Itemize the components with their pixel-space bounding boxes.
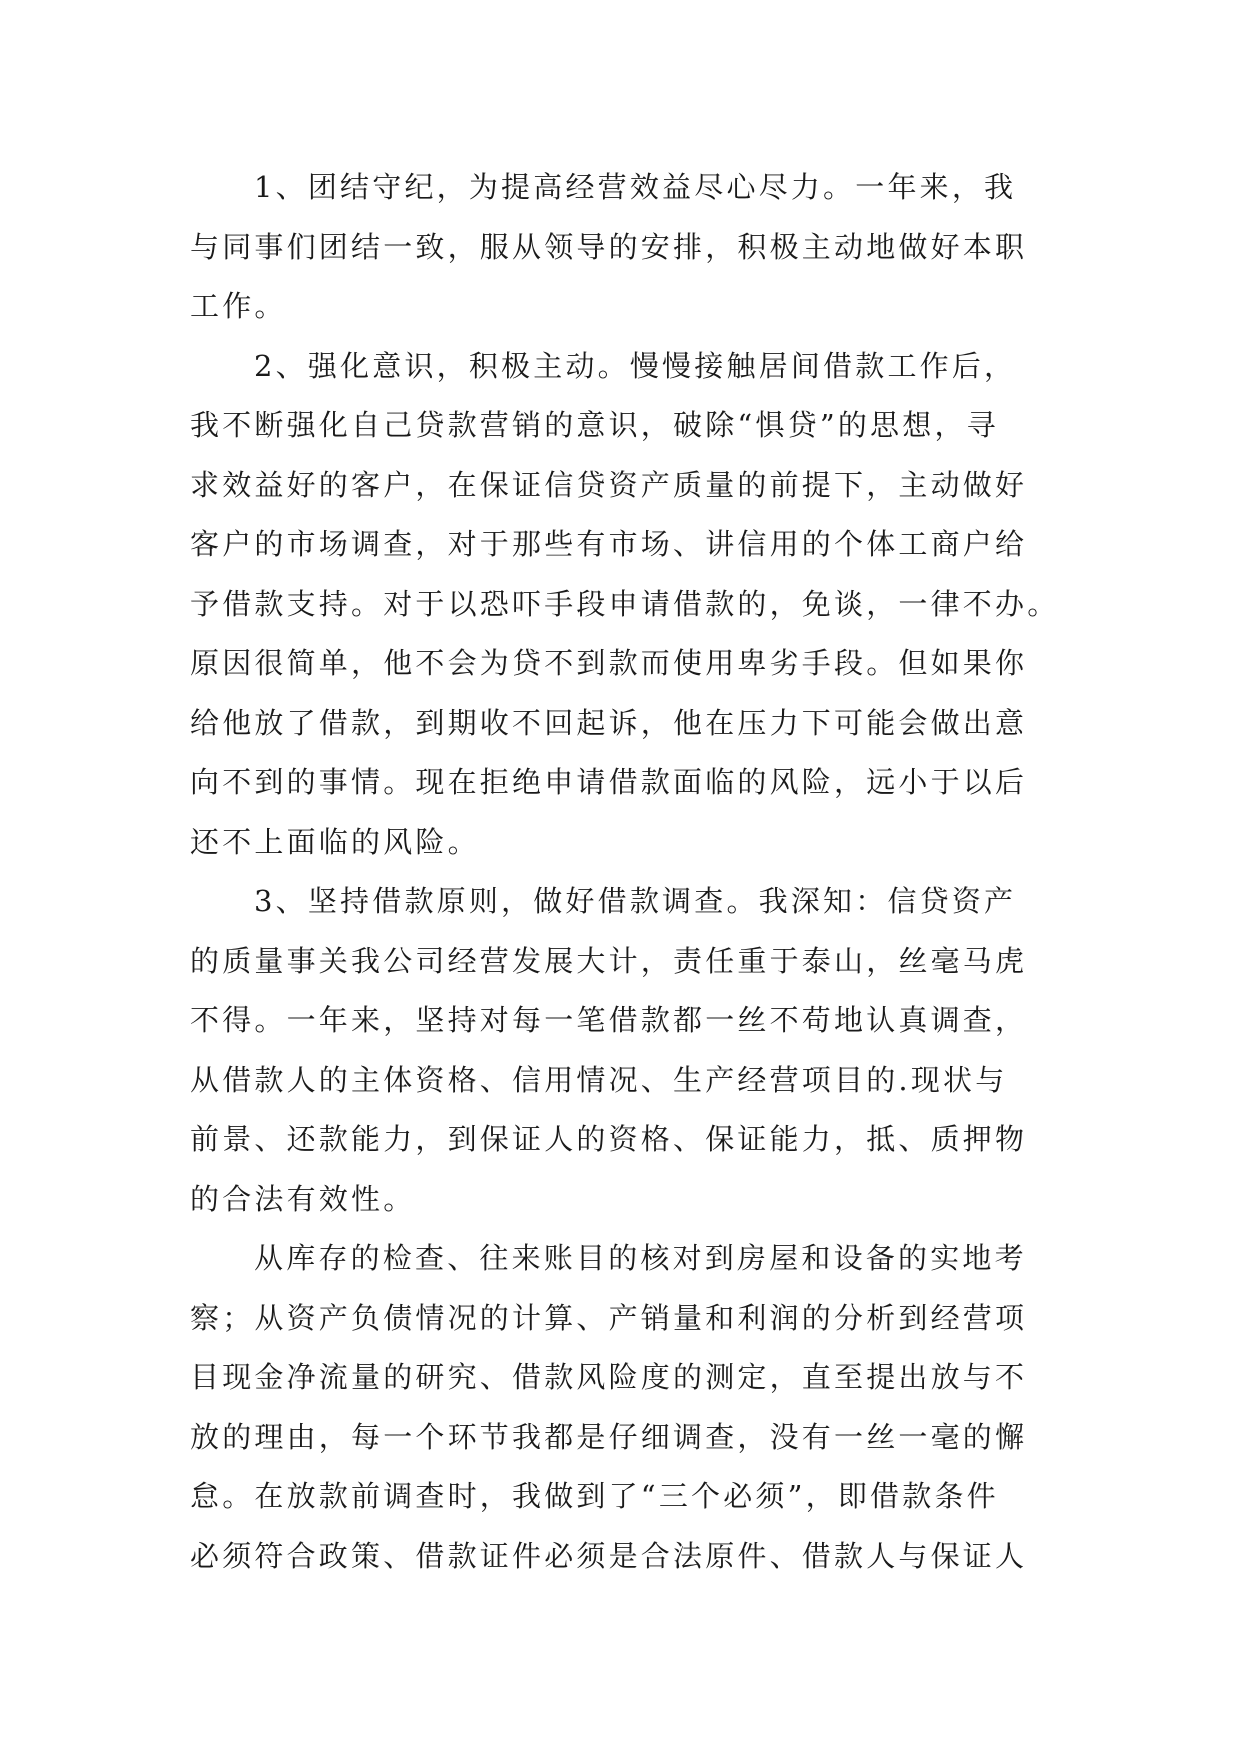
- text-line: 予借款支持。对于以恐吓手段申请借款的，免谈，一律不办。: [190, 586, 1060, 621]
- text-line: 前景、还款能力，到保证人的资格、保证能力，抵、质押物: [190, 1122, 1028, 1156]
- text-line: 放的理由，每一个环节我都是仔细调查，没有一丝一毫的懈: [190, 1419, 1028, 1454]
- text-line: 不得。一年来，坚持对每一笔借款都一丝不苟地认真调查，: [190, 1003, 1028, 1037]
- paragraph-4: [190, 1229, 1050, 1586]
- text-line: 我不断强化自己贷款营销的意识，破除“惧贷”的思想，寻: [190, 408, 999, 442]
- text-line: 从库存的检查、往来账目的核对到房屋和设备的实地考: [254, 1241, 1027, 1275]
- text-line: 察；从资产负债情况的计算、产销量和利润的分析到经营项: [190, 1300, 1028, 1335]
- text-line: 客户的市场调查，对于那些有市场、讲信用的个体工商户给: [190, 527, 1028, 561]
- text-line: 与同事们团结一致，服从领导的安排，积极主动地做好本职: [190, 229, 1028, 264]
- document-body: [190, 158, 1060, 1586]
- text-line: 求效益好的客户，在保证信贷资产质量的前提下，主动做好: [190, 467, 1028, 502]
- text-line: 1、团结守纪，为提高经营效益尽心尽力。一年来，我: [254, 170, 1017, 204]
- text-line: 怠。在放款前调查时，我做到了“三个必须”，即借款条件: [190, 1479, 999, 1513]
- text-line: 目现金净流量的研究、借款风险度的测定，直至提出放与不: [190, 1360, 1028, 1394]
- text-line: 工作。: [190, 289, 287, 323]
- paragraph-1: [190, 158, 1050, 337]
- text-line: 2、强化意识，积极主动。慢慢接触居间借款工作后，: [254, 348, 1017, 383]
- text-line: 给他放了借款，到期收不回起诉，他在压力下可能会做出意: [190, 705, 1028, 740]
- text-line: 的合法有效性。: [190, 1181, 416, 1216]
- text-line: 原因很简单，他不会为贷不到款而使用卑劣手段。但如果你: [190, 646, 1028, 680]
- paragraph-2: [190, 337, 1060, 873]
- text-line: 的质量事关我公司经营发展大计，责任重于泰山，丝毫马虎: [190, 943, 1028, 978]
- text-line: 从借款人的主体资格、信用情况、生产经营项目的.现状与: [190, 1062, 1008, 1097]
- text-line: 必须符合政策、借款证件必须是合法原件、借款人与保证人: [190, 1538, 1028, 1573]
- text-line: 向不到的事情。现在拒绝申请借款面临的风险，远小于以后: [190, 765, 1028, 799]
- text-line: 还不上面临的风险。: [190, 824, 480, 859]
- text-line: 3、坚持借款原则，做好借款调查。我深知：信贷资产: [254, 884, 1017, 918]
- paragraph-3: [190, 872, 1050, 1229]
